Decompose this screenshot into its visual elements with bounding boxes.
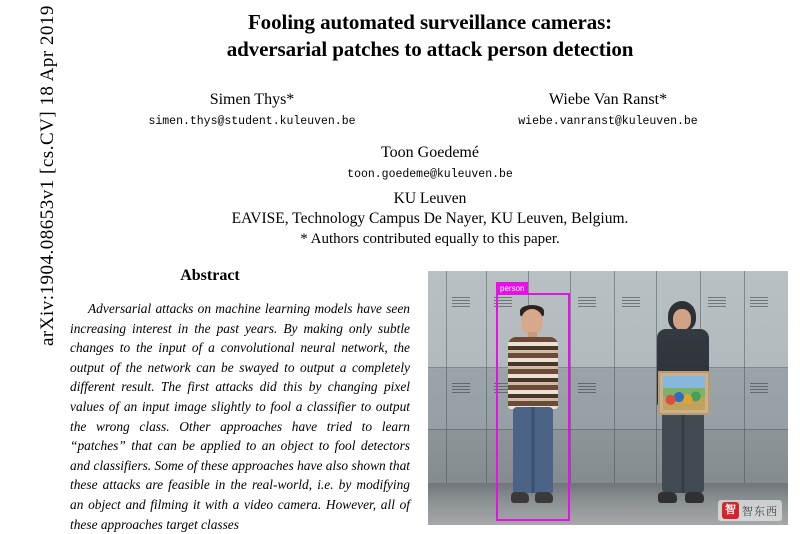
affiliation-line-1: KU Leuven <box>393 190 467 207</box>
arxiv-identifier-stamp: arXiv:1904.08653v1 [cs.CV] 18 Apr 2019 <box>37 5 58 346</box>
teaser-figure <box>428 271 788 525</box>
author-email[interactable]: simen.thys@student.kuleuven.be <box>148 115 356 128</box>
watermark-text: 智东西 <box>742 505 778 518</box>
watermark-badge: 智 <box>722 502 739 519</box>
detection-class-label: person <box>496 282 528 295</box>
adversarial-patch <box>658 371 710 415</box>
abstract-heading: Abstract <box>180 267 240 284</box>
author-name: Simen Thys* <box>209 91 295 108</box>
locker-wall-background <box>428 271 788 525</box>
title-line-2: adversarial patches to attack person detection <box>226 37 634 61</box>
title-line-1: Fooling automated surveillance cameras: <box>247 10 613 34</box>
body-columns <box>60 267 800 534</box>
abstract-column <box>60 267 410 534</box>
author-contribution-footnote: * Authors contributed equally to this paper. <box>300 231 560 247</box>
author-toon-goedeme <box>60 142 800 184</box>
figure-column <box>428 267 788 534</box>
affiliation-line-2: EAVISE, Technology Campus De Nayer, KU Leuven, Belgium. <box>231 210 629 227</box>
paper-page <box>60 0 800 532</box>
author-name: Toon Goedemé <box>381 144 479 161</box>
page-title <box>60 9 800 63</box>
detection-bounding-box <box>496 284 570 521</box>
author-wiebe-van-ranst <box>473 89 743 131</box>
author-email[interactable]: toon.goedeme@kuleuven.be <box>347 168 513 181</box>
author-name: Wiebe Van Ranst* <box>548 91 668 108</box>
affiliation-block <box>60 189 800 249</box>
author-email[interactable]: wiebe.vanranst@kuleuven.be <box>518 115 698 128</box>
author-list <box>60 89 800 184</box>
author-simen-thys <box>117 89 387 131</box>
abstract-text: Adversarial attacks on machine learning models have seen increasing interest in the past years. By making only subtle changes to the input of a convolutional neural network, the output of the network can be swayed to output a completely different result. The first attacks did this by changing pixel values of an input image slightly to fool a classifier to output the wrong class. Other approaches have tried to learn “patches” that can be applied to an object to fool detectors and classifiers. Some of these approaches have also shown that these attacks are feasible in the real-world, i.e. by modifying an object and filming it with a video camera. However, all of these approaches target classes <box>70 301 410 532</box>
person-with-adversarial-patch <box>650 297 716 517</box>
watermark <box>718 500 782 521</box>
author-row-top <box>60 89 800 131</box>
